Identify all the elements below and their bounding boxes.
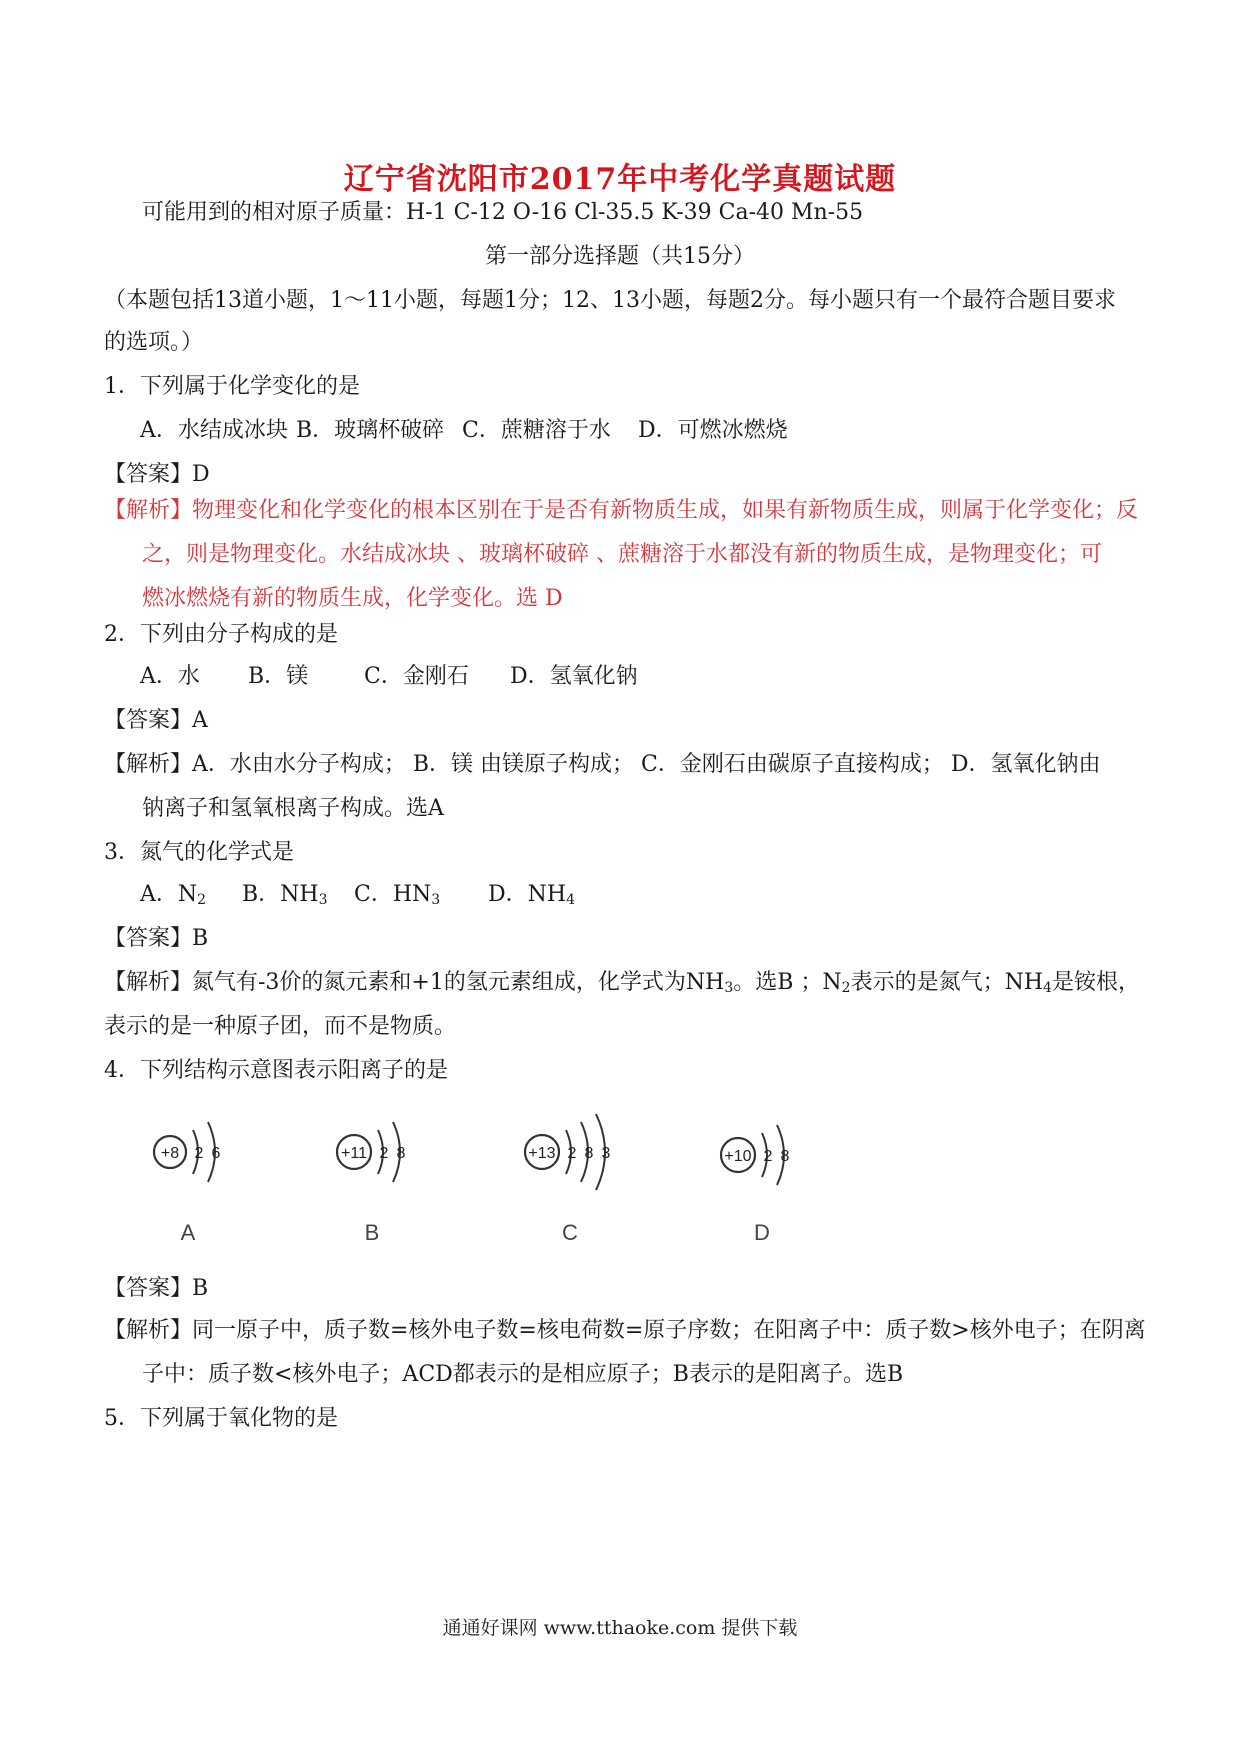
diagram-d (721, 1125, 790, 1245)
diagram-c-shell-3: 3 (601, 1145, 611, 1162)
q2-options (0, 662, 1240, 692)
diagram-b-shell-2: 8 (396, 1145, 406, 1162)
diagram-a-nucleus: +8 (160, 1145, 180, 1162)
q1-stem: 1．下列属于化学变化的是 (104, 374, 360, 399)
diagram-c-shell-2: 8 (584, 1145, 594, 1162)
q3-option-a: A．$N_2$ (140, 882, 207, 908)
q4-analysis-line-1: 【解析】同一原子中，质子数=核外电子数=核电荷数=原子序数；在阳离子中：质子数>核外电子；在阴离 (104, 1318, 1146, 1343)
q2-option-a: A．水 (140, 664, 200, 689)
q2-option-d: D．氢氧化钠 (510, 664, 638, 689)
page-title: 辽宁省沈阳市2017年中考化学真题试题 (343, 162, 897, 197)
diagram-a (154, 1122, 221, 1245)
q3-options (0, 880, 1240, 910)
q4-answer: 【答案】B (104, 1276, 209, 1301)
q3-analysis-line-1: 【解析】氮气有-3价的氮元素和+1的氢元素组成，化学式为$NH_3$。选B ；$N_2$表示的是氮气；$NH_4$是铵根， (104, 970, 1140, 996)
q5-stem: 5．下列属于氧化物的是 (104, 1406, 338, 1431)
q2-analysis-line-1: 【解析】A．水由水分子构成； B．镁 由镁原子构成； C．金刚石由碳原子直接构成； D．氢氧化钠由 (104, 752, 1101, 777)
diagram-a-shell-2: 6 (211, 1145, 221, 1162)
page-footer: 通通好课网 www.tthaoke.com 提供下载 (442, 1617, 798, 1639)
q4-stem: 4．下列结构示意图表示阳离子的是 (104, 1058, 448, 1083)
instructions-line-2: 的选项。） (104, 330, 204, 355)
diagram-d-nucleus: +10 (724, 1148, 752, 1165)
q1-answer: 【答案】D (104, 462, 210, 487)
diagram-a-label: A (180, 1220, 196, 1245)
atomic-structure-diagrams (130, 1100, 830, 1265)
q2-stem: 2．下列由分子构成的是 (104, 622, 338, 647)
diagram-d-label: D (754, 1220, 770, 1245)
q3-option-b: B．$NH_3$ (242, 882, 328, 908)
diagram-d-shell-1: 2 (763, 1148, 773, 1165)
diagram-c (525, 1114, 611, 1245)
q3-stem: 3．氮气的化学式是 (104, 840, 294, 865)
diagram-c-nucleus: +13 (528, 1145, 556, 1162)
q4-analysis-line-2: 子中：质子数<核外电子；ACD都表示的是相应原子；B表示的是阳离子。选B (142, 1362, 904, 1387)
instructions-line-1: （本题包括13道小题，1～11小题，每题1分；12、13小题，每题2分。每小题只有一个最符合题目要求 (104, 288, 1116, 313)
part1-heading: 第一部分选择题（共15分） (485, 244, 755, 269)
q2-option-b: B．镁 (248, 664, 309, 689)
q1-option-a: A．水结成冰块 (140, 418, 288, 443)
q3-analysis-line-2: 表示的是一种原子团，而不是物质。 (104, 1014, 457, 1039)
q1-options (0, 416, 1240, 446)
q1-analysis-line-2: 之，则是物理变化。水结成冰块 、玻璃杯破碎 、蔗糖溶于水都没有新的物质生成，是物理变化；可 (142, 542, 1102, 567)
q3-answer: 【答案】B (104, 926, 209, 951)
q1-option-d: D．可燃冰燃烧 (638, 418, 788, 443)
atomic-masses: 可能用到的相对原子质量：H-1 C-12 O-16 Cl-35.5 K-39 Ca-40 Mn-55 (142, 200, 864, 225)
diagram-b-nucleus: +11 (341, 1145, 367, 1162)
q2-option-c: C．金刚石 (364, 664, 469, 689)
q1-option-b: B．玻璃杯破碎 (296, 418, 445, 443)
q1-analysis-line-1: 【解析】物理变化和化学变化的根本区别在于是否有新物质生成，如果有新物质生成，则属于化学变化；反 (104, 498, 1139, 523)
q1-option-c: C．蔗糖溶于水 (462, 418, 611, 443)
diagram-c-shell-1: 2 (567, 1145, 577, 1162)
diagram-b (337, 1122, 406, 1245)
diagram-a-shell-1: 2 (194, 1145, 204, 1162)
diagram-c-label: C (562, 1220, 578, 1245)
q3-option-c: C．$HN_3$ (354, 882, 441, 908)
diagram-b-label: B (364, 1220, 380, 1245)
q2-answer: 【答案】A (104, 708, 208, 733)
diagram-b-shell-1: 2 (379, 1145, 389, 1162)
q1-analysis-line-3: 燃冰燃烧有新的物质生成，化学变化。选 D (142, 586, 563, 611)
q3-option-d: D．$NH_4$ (488, 882, 575, 908)
q2-analysis-line-2: 钠离子和氢氧根离子构成。选A (142, 796, 444, 821)
diagram-d-shell-2: 8 (780, 1148, 790, 1165)
